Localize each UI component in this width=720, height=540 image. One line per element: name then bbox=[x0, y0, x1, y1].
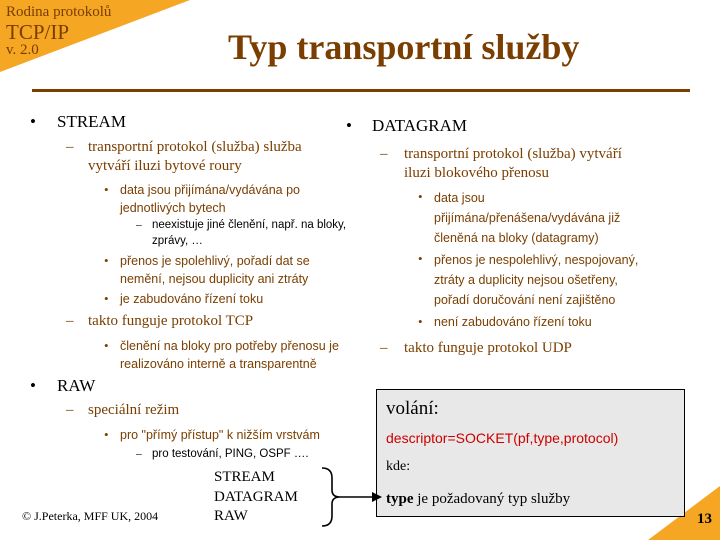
datagram-bullet-no-flow: není zabudováno řízení toku bbox=[434, 315, 592, 329]
type-option: DATAGRAM bbox=[214, 488, 298, 505]
datagram-bullet-unreliable bbox=[434, 250, 704, 310]
text-line: iluzi blokového přenosu bbox=[404, 165, 549, 181]
bullet: • bbox=[418, 314, 423, 329]
bullet: • bbox=[30, 376, 36, 395]
type-keyword: type bbox=[386, 491, 414, 507]
dash: – bbox=[380, 340, 388, 356]
bullet: • bbox=[346, 116, 352, 135]
stream-label: STREAM bbox=[57, 112, 126, 131]
text-line: členění na bloky pro potřeby přenosu je bbox=[120, 339, 339, 353]
text-line: přijímána/přenášena/vydávána již bbox=[434, 211, 621, 225]
text-line: členěná na bloky (datagramy) bbox=[434, 231, 599, 245]
bullet: • bbox=[104, 182, 109, 197]
page-number: 13 bbox=[697, 511, 712, 527]
title-rule bbox=[32, 89, 690, 92]
bullet: • bbox=[30, 112, 36, 131]
type-option: STREAM bbox=[214, 469, 275, 485]
text-line: neexistuje jiné členění, např. na bloky, bbox=[152, 219, 347, 231]
bullet: • bbox=[418, 251, 423, 266]
raw-bullet-direct: pro "přímý přístup" k nižším vrstvám bbox=[120, 428, 320, 442]
datagram-udp: takto funguje protokol UDP bbox=[404, 340, 572, 356]
text-line: jednotlivých bytech bbox=[120, 201, 226, 215]
stream-tcp: takto funguje protokol TCP bbox=[88, 313, 254, 329]
stream-description bbox=[88, 138, 368, 176]
type-options-list bbox=[214, 468, 298, 527]
stream-sub-no-blocks bbox=[152, 217, 382, 249]
type-explanation bbox=[386, 491, 570, 508]
stream-bullet-reliable bbox=[120, 252, 370, 288]
datagram-label: DATAGRAM bbox=[372, 116, 467, 135]
bullet: • bbox=[104, 338, 109, 353]
bullet: • bbox=[104, 427, 109, 442]
brand-family: Rodina protokolů bbox=[6, 4, 112, 20]
socket-call-box bbox=[376, 389, 685, 517]
datagram-description bbox=[404, 145, 704, 183]
dash: – bbox=[380, 146, 388, 162]
text-line: ztráty a duplicity nejsou ošetřeny, bbox=[434, 273, 618, 287]
stream-bullet-blocks bbox=[120, 337, 390, 373]
text-line: pořadí doručování není zajištěno bbox=[434, 293, 616, 307]
text-line: transportní protokol (služba) vytváří bbox=[404, 146, 622, 162]
bullet: • bbox=[418, 189, 423, 204]
brand-protocol: TCP/IP bbox=[6, 20, 70, 44]
text-line: zprávy, … bbox=[152, 235, 203, 247]
stream-bullet-bytes bbox=[120, 181, 370, 217]
socket-call-code: descriptor=SOCKET(pf,type,protocol) bbox=[386, 430, 619, 446]
text-line: přenos je nespolehlivý, nespojovaný, bbox=[434, 253, 639, 267]
dash: – bbox=[136, 219, 142, 231]
text-line: přenos je spolehlivý, pořadí dat se bbox=[120, 254, 310, 268]
dash: – bbox=[66, 139, 74, 155]
brace-connector-icon bbox=[318, 466, 382, 528]
raw-sub-testing: pro testování, PING, OSPF …. bbox=[152, 448, 309, 460]
type-description: je požadovaný typ služby bbox=[413, 491, 571, 507]
text-line: vytváří iluzi bytové roury bbox=[88, 158, 242, 174]
text-line: transportní protokol (služba) služba bbox=[88, 139, 302, 155]
stream-bullet-flow-control: je zabudováno řízení toku bbox=[120, 292, 264, 306]
type-option: RAW bbox=[214, 508, 248, 524]
raw-label: RAW bbox=[57, 376, 96, 395]
text-line: nemění, nejsou duplicity ani ztráty bbox=[120, 272, 309, 286]
bullet: • bbox=[104, 253, 109, 268]
copyright: © J.Peterka, MFF UK, 2004 bbox=[22, 509, 159, 523]
datagram-bullet-blocks bbox=[434, 188, 684, 248]
bullet: • bbox=[104, 291, 109, 306]
text-line: data jsou přijímána/vydávána po bbox=[120, 183, 300, 197]
kde-label: kde: bbox=[386, 459, 411, 474]
call-heading: volání: bbox=[386, 398, 439, 419]
text-line: realizováno interně a transparentně bbox=[120, 357, 317, 371]
dash: – bbox=[136, 448, 142, 460]
dash: – bbox=[66, 313, 74, 329]
text-line: data jsou bbox=[434, 191, 485, 205]
slide-title: Typ transportní služby bbox=[228, 27, 580, 67]
dash: – bbox=[66, 402, 74, 418]
brand-version: v. 2.0 bbox=[6, 42, 39, 58]
raw-special-mode: speciální režim bbox=[88, 402, 180, 418]
